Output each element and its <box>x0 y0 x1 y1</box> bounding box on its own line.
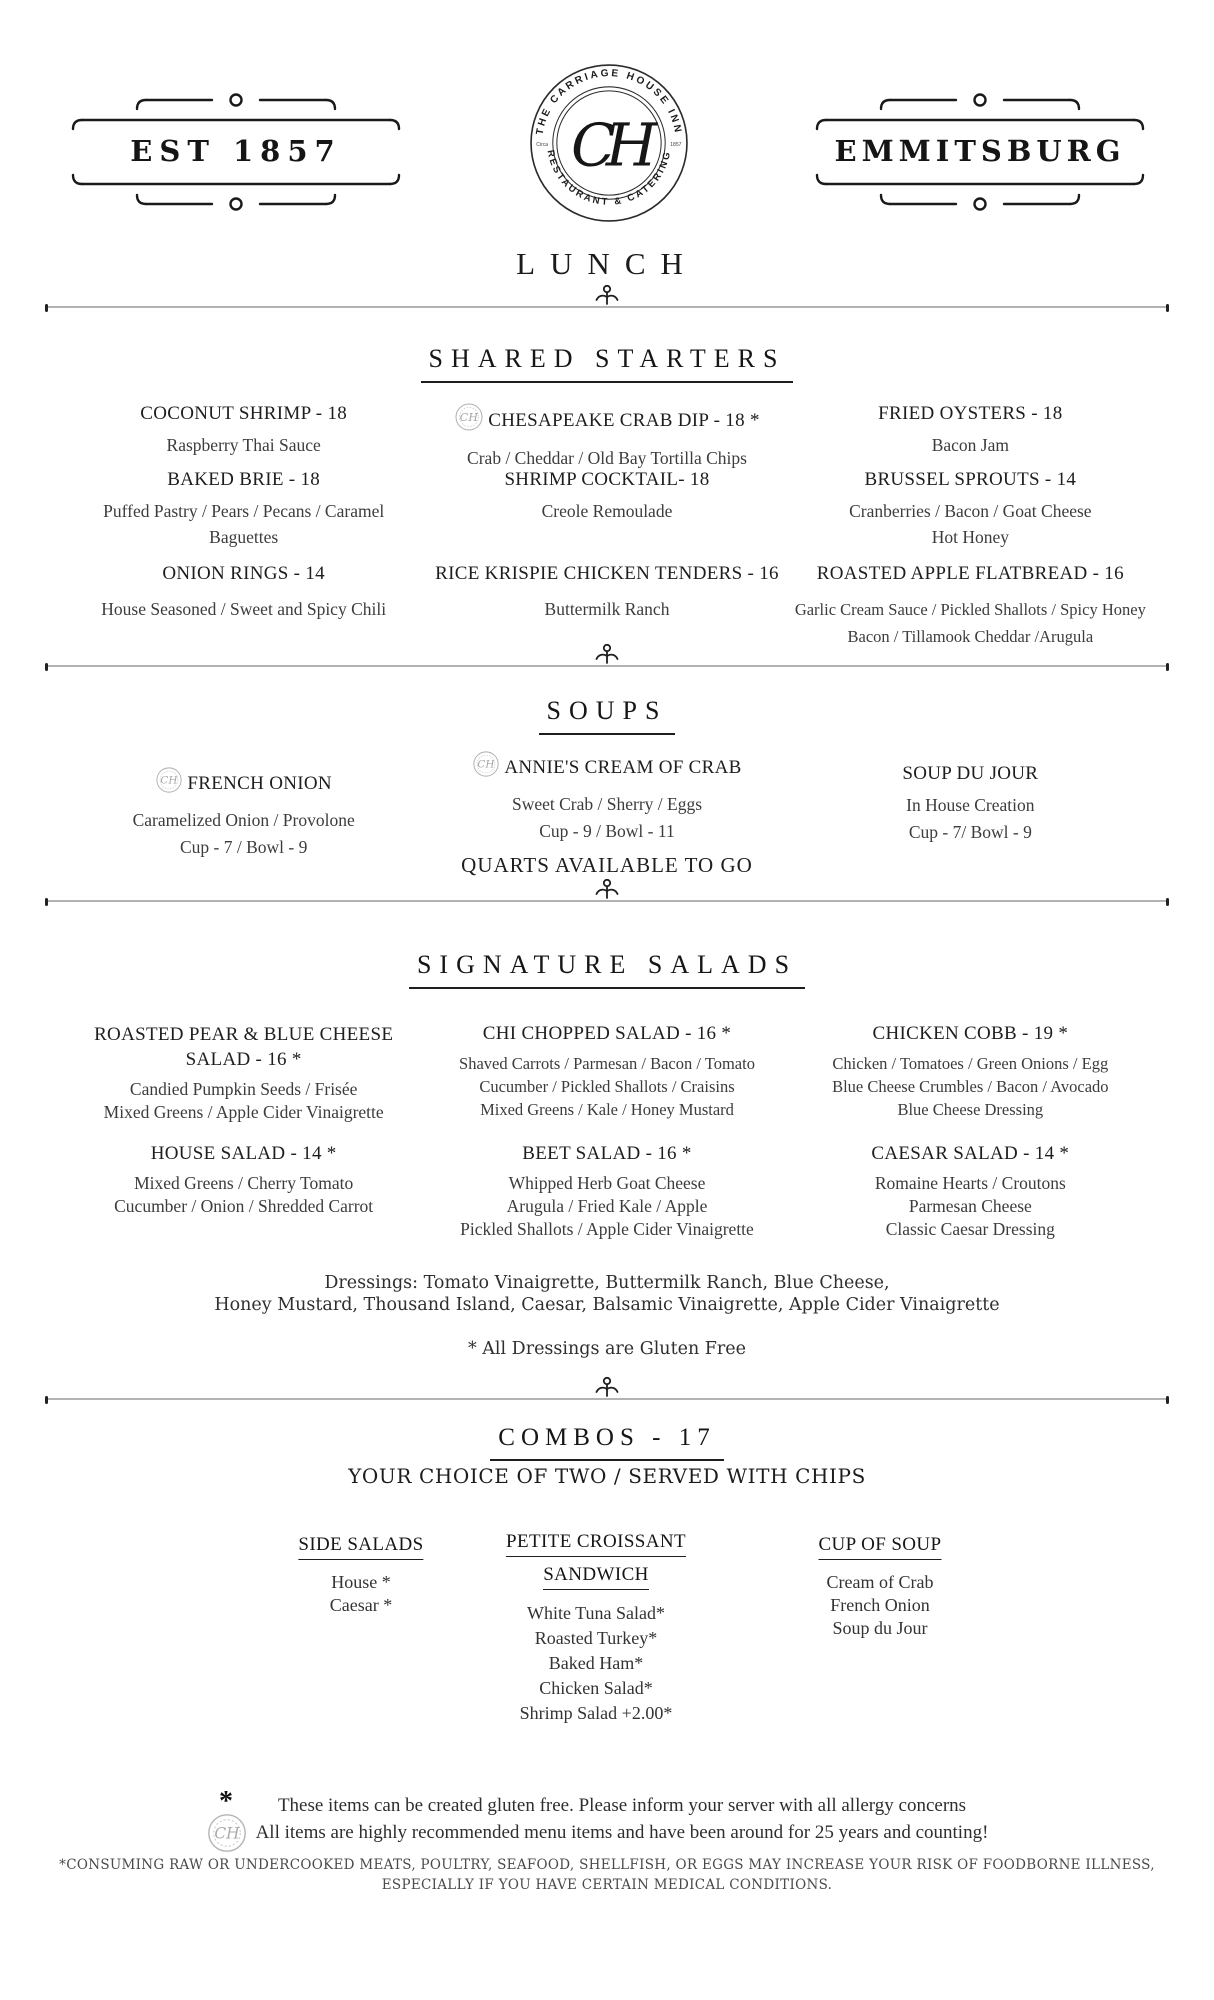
combo-croissant-sandwich: PETITE CROISSANT SANDWICH White Tuna Salad* Roasted Turkey* Baked Ham* Chicken Salad* Shrimp Salad +2.00* <box>505 1531 687 1723</box>
footer-recommended-note: All items are highly recommended menu items and have been around for 25 years and counting! <box>255 1822 989 1843</box>
menu-item-onion-rings: ONION RINGS - 14 House Seasoned / Sweet and Spicy Chili <box>101 563 387 619</box>
salads-row-1 <box>62 1022 1152 1124</box>
carriage-house-logo <box>528 62 690 224</box>
ch-badge-icon <box>528 62 690 224</box>
menu-item-baked-brie: BAKED BRIE - 18 Puffed Pastry / Pears / Pecans / Caramel Baguettes <box>103 469 385 547</box>
menu-item-shrimp-cocktail: SHRIMP COCKTAIL- 18 Creole Remoulade <box>504 469 710 521</box>
starters-title: SHARED STARTERS <box>0 344 1214 383</box>
logo-arc-bottom: RESTAURANT & CATERING <box>544 149 674 208</box>
combos-subtitle: YOUR CHOICE OF TWO / SERVED WITH CHIPS <box>348 1464 866 1488</box>
menu-item-chicken-tenders: RICE KRISPIE CHICKEN TENDERS - 16 Buttermilk Ranch <box>435 563 779 619</box>
menu-item-beet-salad: BEET SALAD - 16 * Whipped Herb Goat Cheese Arugula / Fried Kale / Apple Pickled Shallots / Apple Cider Vinaigrette <box>460 1143 754 1239</box>
menu-item-caesar-salad: CAESAR SALAD - 14 * Romaine Hearts / Croutons Parmesan Cheese Classic Caesar Dressing <box>871 1143 1070 1239</box>
salads-row-2 <box>62 1142 1152 1241</box>
city-ornament <box>806 86 1154 218</box>
menu-item-brussel-sprouts: BRUSSEL SPROUTS - 14 Cranberries / Bacon / Goat Cheese Hot Honey <box>849 469 1092 547</box>
quarts-note: QUARTS AVAILABLE TO GO <box>461 853 753 877</box>
svg-text:CH: CH <box>214 1824 240 1843</box>
menu-item-crab-dip: CH CHESAPEAKE CRAB DIP - 18 * Crab / Cheddar / Old Bay Tortilla Chips <box>425 402 788 471</box>
est-ornament <box>62 86 410 218</box>
soups-row <box>62 750 1152 861</box>
ch-signature-icon <box>472 750 500 785</box>
ch-signature-icon <box>454 402 484 439</box>
footer-legal-line-1: *CONSUMING RAW OR UNDERCOOKED MEATS, POULTRY, SEAFOOD, SHELLFISH, OR EGGS MAY INCREASE YOUR RISK OF FOODBORNE ILLNESS, <box>59 1857 1155 1873</box>
logo-year: 1857 <box>670 142 682 149</box>
menu-item-french-onion: CH FRENCH ONION Caramelized Onion / Provolone Cup - 7 / Bowl - 9 <box>62 750 425 861</box>
logo-monogram: CH <box>571 110 647 180</box>
combos-title: COMBOS - 17 <box>0 1424 1214 1461</box>
section-divider <box>46 1376 1168 1400</box>
combo-cup-of-soup: CUP OF SOUP Cream of Crab French Onion Soup du Jour <box>818 1534 942 1638</box>
menu-item-soup-du-jour: SOUP DU JOUR In House Creation Cup - 7/ Bowl - 9 <box>902 763 1039 842</box>
starters-row-2 <box>62 468 1152 550</box>
established-text: EST 1857 <box>130 134 342 168</box>
section-divider <box>46 878 1168 902</box>
menu-item-chicken-cobb: CHICKEN COBB - 19 * Chicken / Tomatoes / Green Onions / Egg Blue Cheese Crumbles / Bacon / Avocado Blue Cheese Dressing <box>832 1023 1109 1119</box>
menu-item-fried-oysters: FRIED OYSTERS - 18 Bacon Jam <box>878 403 1063 455</box>
menu-item-coconut-shrimp: COCONUT SHRIMP - 18 Raspberry Thai Sauce <box>140 403 348 455</box>
starters-row-3 <box>62 562 1152 650</box>
starters-row-1 <box>62 402 1152 471</box>
ch-signature-icon <box>155 766 183 801</box>
gluten-free-asterisk: * <box>219 1786 233 1817</box>
footer-allergy-note: These items can be created gluten free. Please inform your server with all allergy concerns <box>277 1795 967 1816</box>
footer-legal-line-2: ESPECIALLY IF YOU HAVE CERTAIN MEDICAL CONDITIONS. <box>381 1877 833 1893</box>
menu-item-apple-flatbread: ROASTED APPLE FLATBREAD - 16 Garlic Cream Sauce / Pickled Shallots / Spicy Honey Bacon / Tillamook Cheddar /Arugula <box>794 563 1146 646</box>
combo-side-salads: SIDE SALADS House * Caesar * <box>298 1534 424 1615</box>
dressings-note: Dressings: Tomato Vinaigrette, Buttermilk Ranch, Blue Cheese, Honey Mustard, Thousand Island, Caesar, Balsamic Vinaigrette, Apple Cider Vinaigrette <box>214 1273 1000 1315</box>
section-divider <box>46 284 1168 308</box>
soups-title: SOUPS <box>0 696 1214 735</box>
menu-title: LUNCH <box>516 246 698 281</box>
city-text: EMMITSBURG <box>834 134 1126 168</box>
menu-item-cream-of-crab: CH ANNIE'S CREAM OF CRAB Sweet Crab / Sherry / Eggs Cup - 9 / Bowl - 11 <box>425 750 788 861</box>
svg-text:CH: CH <box>477 758 496 771</box>
menu-item-chi-chopped-salad: CHI CHOPPED SALAD - 16 * Shaved Carrots / Parmesan / Bacon / Tomato Cucumber / Pickled Shallots / Craisins Mixed Greens / Kale / Honey Mustard <box>459 1023 755 1119</box>
menu-item-roasted-pear-salad: ROASTED PEAR & BLUE CHEESE SALAD - 16 * Candied Pumpkin Seeds / Frisée Mixed Greens / Apple Cider Vinaigrette <box>94 1024 394 1122</box>
menu-item-house-salad: HOUSE SALAD - 14 * Mixed Greens / Cherry Tomato Cucumber / Onion / Shredded Carrot <box>114 1143 374 1216</box>
salads-title: SIGNATURE SALADS <box>0 950 1214 989</box>
svg-text:CH: CH <box>459 411 479 424</box>
svg-text:CH: CH <box>160 774 179 787</box>
gluten-free-note: * All Dressings are Gluten Free <box>467 1339 747 1359</box>
logo-circa: Circa <box>536 142 549 149</box>
logo-arc-top: THE CARRIAGE HOUSE INN <box>534 68 684 136</box>
